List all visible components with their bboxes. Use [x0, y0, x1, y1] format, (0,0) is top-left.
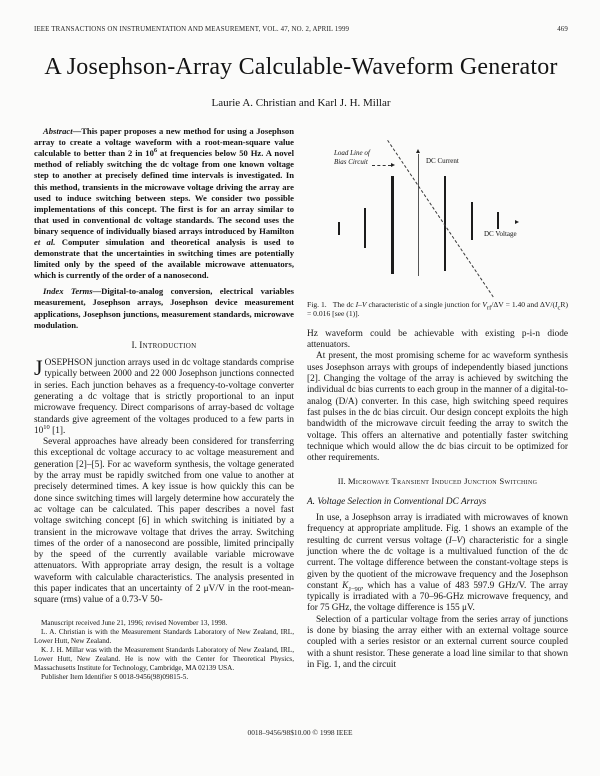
right-column-text [307, 329, 568, 671]
intro-p1-a: OSEPHSON junction arrays used in dc voltage standards comprise typically between 2000 and 22 000 Josephson junctions connected in series. Each junction behaves as a frequency-to-voltage converter generating a dc voltage that is strictly proportional to an input microwave frequency. Direct comparisons of array-based dc voltage standards give agreement of the voltages produced to a few parts in 10 [34, 358, 294, 436]
page-number: 469 [557, 26, 568, 33]
iv-step-bar [364, 208, 366, 248]
abstract-etal: et al. [34, 237, 56, 248]
intro-p1-b: [1]. [49, 425, 66, 436]
abstract-paragraph [34, 126, 294, 281]
paragraph-in-use: In use, a Josephson array is irradiated with microwaves of known frequency at appropriate amplitude. Fig. 1 shows an example of the resulting dc current versus voltage (I–V) characteristic for a single junction where the dc voltage is a multivalued function of the dc current. The voltage difference between the constant-voltage steps is given by the quotient of the microwave frequency and the Josephson constant $K_{J-90}$, which has a value of 483 597.9 GHz/V. The array typically is irradiated with a 70–96-GHz microwave frequency, and for 75 GHz, the voltage difference is 155 μV. [307, 513, 569, 614]
section-heading-switching [307, 476, 568, 487]
journal-line: IEEE TRANSACTIONS ON INSTRUMENTATION AND MEASUREMENT, VOL. 47, NO. 2, APRIL 1999 [34, 26, 350, 33]
subsection-heading-voltage-selection: A. Voltage Selection in Conventional DC Arrays [307, 496, 487, 507]
running-head [34, 26, 568, 33]
dc-voltage-arrow-icon [515, 220, 519, 224]
footnote-identifier: Publisher Item Identifier S 0018-9456(98)09815-5. [41, 672, 189, 681]
section-title: Microwave Transient Induced Junction Switching [347, 476, 538, 487]
introduction-text [34, 355, 294, 607]
intro-paragraph-2: Several approaches have already been considered for transferring this exceptional dc voltage accuracy to ac voltage measurement and generation [2]–[5]. For ac waveform synthesis, the voltage generated by the array must be rapidly switched from one value to another at precisely determined times. A key issue is how quickly this can be done since switching times will largely determine how accurately the ac voltage can be calculated. This paper describes a novel fast voltage switching concept [6] in which switching is initiated by a transient in the microwave voltage that drives the array. Switching times of the order of a nanosecond are possible, limited principally by the speed of the currently available variable microwave attenuators. With appropriate array design, the result is a voltage waveform with calculable characteristics. The analysis presented in this paper indicates that an uncertainty of 2 μV/V in the root-mean-square (rms) value of a 0.73-V 50- [34, 437, 294, 606]
abstract-exponent: 6 [153, 147, 158, 155]
two-column-body [34, 126, 568, 682]
paragraph-at-present: At present, the most promising scheme for ac waveform synthesis uses Josephson arrays with groups of independently biased junctions [2]. Changing the voltage of the array is achieved by switching the individual dc bias currents to each group in the manner of a digital-to-analog (D/A) converter. In this case, high switching speed requires fast pulses in the dc bias circuit. Our design concept exploits the high bandwidth of the microwave circuit feeding the array to switch the voltage. This offers an alternative and potentially faster switching technique which would allow the dc bias circuit to be optimized for other requirements. [307, 351, 568, 464]
index-terms-paragraph [34, 286, 294, 330]
index-terms-text: Digital-to-analog conversion, electrical variables measurement, Josephson arrays, Josephson device measurement applications, Josephson junctions, measurement standards, microwave modulation. [34, 286, 295, 330]
right-column [307, 126, 568, 682]
section-heading-introduction [34, 341, 294, 352]
section-number: I. [131, 340, 137, 351]
left-column [34, 126, 294, 682]
dc-current-arrow-icon [416, 149, 420, 153]
figure-number: Fig. 1. [307, 300, 327, 310]
page-title: A Josephson-Array Calculable-Waveform Generator [44, 54, 558, 80]
iv-step-bar [497, 212, 499, 229]
abstract-text-a: This paper proposes a new method for using a Josephson array to create a voltage waveform with a root-mean-square value calculable to better than 2 in 10 [34, 126, 294, 159]
paragraph-selection: Selection of a particular voltage from the series array of junctions is done by biasing the array either with an external voltage source coupled with a series resistor or an external current source coupled with a shunt resistor. These generate a load line similar to that shown in Fig. 1, and the circuit [307, 614, 568, 670]
abstract-lead: Abstract— [43, 126, 82, 137]
figure-1-iv-characteristic [331, 126, 571, 294]
load-line-label: Load Line of Bias Circuit [334, 149, 370, 166]
section-title: Introduction [139, 340, 197, 351]
abstract-text-b: at frequencies below 50 Hz. A novel method of reliably switching the dc voltage from one known voltage step to another at precisely defined time intervals is investigated. In this method, transients in the microwave voltage driving the array are used to induce switching between steps. We consider two possible implementations of this concept. The first is for an array similar to that used in conventional dc voltage standards. The second uses the binary sequence of individually biased arrays introduced by Hamilton [34, 148, 295, 236]
iv-step-bar [338, 222, 340, 235]
iv-step-bar [471, 202, 473, 240]
authors-line: Laurie A. Christian and Karl J. H. Millar [211, 97, 391, 110]
footnote-author-2: K. J. H. Millar was with the Measurement Standards Laboratory of New Zealand, IRL, Lower Hutt, New Zealand. He is now with the Center for Theoretical Physics, Massachusetts Institute for Technology, Cambridge, MA 02139 USA. [34, 645, 294, 672]
abstract-text-c: Computer simulation and theoretical analysis is used to demonstrate that the uncertainties in switching times are potentially limited only by the speed of the available microwave attenuators, which is currently of the order of a nanosecond. [34, 237, 294, 281]
iv-step-bar [391, 176, 394, 274]
dc-current-label: DC Current [426, 157, 459, 166]
copyright-line: 0018–9456/98$10.00 © 1998 IEEE [247, 728, 353, 737]
intro-exponent: 10 [43, 423, 50, 431]
footnote-received: Manuscript received June 21, 1996; revised November 13, 1998. [41, 618, 228, 627]
footnote-author-1: L. A. Christian is with the Measurement Standards Laboratory of New Zealand, IRL, Lower Hutt, New Zealand. [34, 627, 294, 645]
dc-current-axis [418, 154, 419, 276]
index-terms-lead: Index Terms— [43, 286, 102, 297]
figure-1-caption: Fig. 1. The dc I–V characteristic of a single junction for $V_{rf}/\Delta V = 1.40$ and $\Delta V/(I_cR) = 0.016$ [see (1)]. [307, 300, 568, 319]
footnote-block [34, 619, 294, 682]
continuation-paragraph: Hz waveform could be achievable with existing p-i-n diode attenuators. [307, 328, 568, 351]
drop-cap: J [34, 355, 43, 381]
intro-paragraph-1 [34, 355, 294, 437]
section-number: II. [337, 476, 346, 487]
dc-voltage-label: DC Voltage [484, 230, 517, 239]
